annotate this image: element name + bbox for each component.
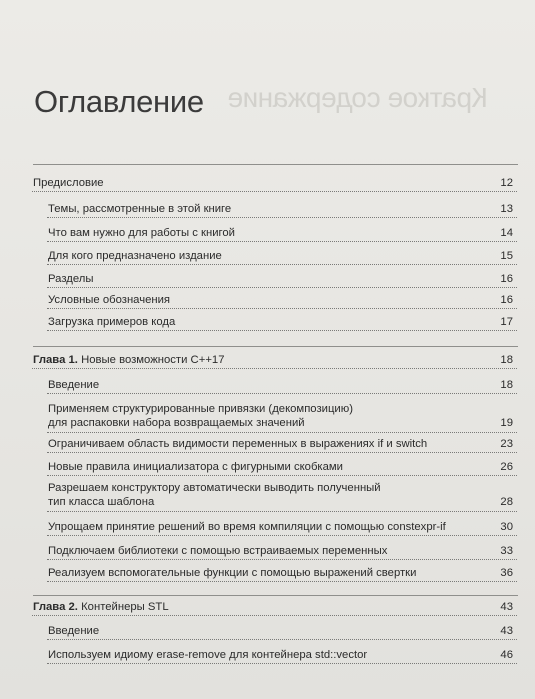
toc-entry-title: Темы, рассмотренные в этой книге	[48, 203, 232, 215]
toc-leader-line	[47, 217, 517, 218]
toc-entry-title: Для кого предназначено издание	[48, 250, 222, 262]
toc-entry	[0, 624, 535, 639]
toc-leader-line	[47, 663, 517, 664]
toc-entry-title: Что вам нужно для работы с книгой	[48, 227, 235, 239]
toc-page-number: 16	[500, 294, 513, 306]
toc-entry	[0, 648, 535, 663]
toc-page-number: 18	[500, 354, 513, 366]
toc-entry	[0, 272, 535, 287]
toc-leader-line	[47, 475, 517, 476]
toc-entry-title: Ограничиваем область видимости переменных в выражениях if и switch	[48, 438, 428, 450]
toc-leader-line	[47, 287, 517, 288]
toc-leader-line	[47, 511, 517, 512]
toc-page-number: 15	[500, 250, 513, 262]
rule-chapter-1	[33, 346, 518, 347]
toc-page-number: 43	[500, 601, 513, 613]
toc-entry	[0, 566, 535, 581]
toc-entry	[0, 249, 535, 264]
toc-entry	[0, 293, 535, 308]
toc-entry-title: Разделы	[48, 273, 94, 285]
toc-leader-line	[47, 393, 517, 394]
toc-page-number: 23	[500, 438, 513, 450]
toc-leader-line	[47, 241, 517, 242]
toc-entry	[0, 520, 535, 535]
toc-page-number: 28	[500, 496, 513, 508]
toc-page-number: 46	[500, 649, 513, 661]
toc-entry	[0, 481, 535, 511]
toc-entry-title: Предисловие	[33, 177, 104, 189]
page-title: Оглавление	[34, 84, 204, 119]
toc-leader-line	[32, 615, 517, 616]
toc-entry	[0, 353, 535, 368]
toc-leader-line	[47, 581, 517, 582]
toc-entry-title: Глава 2. Контейнеры STL	[33, 601, 169, 613]
toc-entry	[0, 226, 535, 241]
toc-leader-line	[47, 452, 517, 453]
toc-page-number: 30	[500, 521, 513, 533]
rule-front-matter	[33, 164, 518, 165]
toc-page-number: 14	[500, 227, 513, 239]
toc-leader-line	[47, 559, 517, 560]
chapter-number: Глава 2.	[33, 601, 78, 613]
toc-entry-title-continued: для распаковки набора возвращаемых значений	[48, 417, 305, 429]
toc-leader-line	[47, 535, 517, 536]
toc-leader-line	[32, 191, 517, 192]
toc-entry-title: Введение	[48, 379, 100, 391]
toc-entry-title: Введение	[48, 625, 100, 637]
toc-entry-title: Подключаем библиотеки с помощью встраиваемых переменных	[48, 545, 388, 557]
toc-entry	[0, 460, 535, 475]
toc-entry	[0, 176, 535, 191]
toc-page-number: 19	[500, 417, 513, 429]
toc-leader-line	[47, 639, 517, 640]
toc-entry	[0, 600, 535, 615]
toc-page-number: 43	[500, 625, 513, 637]
toc-entry	[0, 437, 535, 452]
toc-entry	[0, 402, 535, 432]
toc-entry-title: Загрузка примеров кода	[48, 316, 176, 328]
toc-entry-title: Разрешаем конструктору автоматически выводить полученный	[48, 482, 381, 494]
toc-leader-line	[47, 308, 517, 309]
toc-entry-title: Используем идиому erase-remove для контейнера std::vector	[48, 649, 368, 661]
toc-page-number: 12	[500, 177, 513, 189]
toc-entry-title: Глава 1. Новые возможности C++17	[33, 354, 225, 366]
toc-entry	[0, 378, 535, 393]
toc-entry-title: Применяем структурированные привязки (декомпозицию)	[48, 403, 353, 415]
toc-leader-line	[47, 432, 517, 433]
toc-entry-title-continued: тип класса шаблона	[48, 496, 155, 508]
toc-entry-title: Упрощаем принятие решений во время компиляции с помощью constexpr-if	[48, 521, 446, 533]
toc-entry	[0, 202, 535, 217]
toc-leader-line	[47, 330, 517, 331]
toc-page-number: 17	[500, 316, 513, 328]
bleed-through-ghost-title: Краткое содержание	[228, 82, 488, 113]
toc-page-number: 36	[500, 567, 513, 579]
toc-page-number: 13	[500, 203, 513, 215]
toc-entry-title: Новые правила инициализатора с фигурными скобками	[48, 461, 343, 473]
toc-page-number: 18	[500, 379, 513, 391]
toc-page-number: 26	[500, 461, 513, 473]
chapter-number: Глава 1.	[33, 354, 78, 366]
toc-leader-line	[47, 264, 517, 265]
toc-page-number: 16	[500, 273, 513, 285]
toc-entry	[0, 315, 535, 330]
toc-entry-title: Условные обозначения	[48, 294, 171, 306]
toc-page-number: 33	[500, 545, 513, 557]
toc-leader-line	[32, 368, 517, 369]
rule-chapter-2	[33, 595, 518, 596]
toc-entry	[0, 544, 535, 559]
toc-entry-title: Реализуем вспомогательные функции с помощью выражений свертки	[48, 567, 417, 579]
